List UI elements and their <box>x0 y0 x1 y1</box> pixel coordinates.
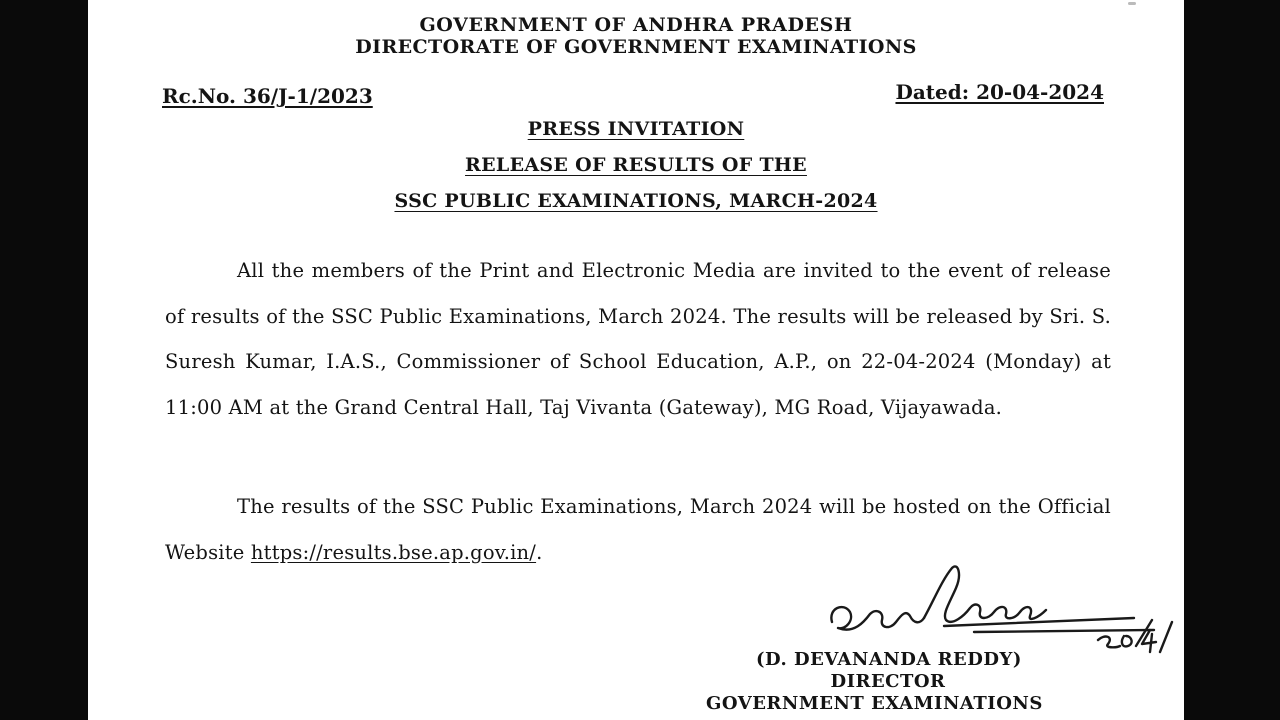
right-letterbox <box>1184 0 1280 720</box>
government-heading: GOVERNMENT OF ANDHRA PRADESH <box>419 14 853 36</box>
results-website-link[interactable]: https://results.bse.ap.gov.in/ <box>250 540 537 564</box>
signatory-name: (D. DEVANANDA REDDY) <box>756 649 1022 670</box>
website-paragraph-text: The results of the SSC Public Examinations, March 2024 will be hosted on the Official Website <box>165 495 1111 564</box>
directorate-heading: DIRECTORATE OF GOVERNMENT EXAMINATIONS <box>355 36 917 58</box>
reference-number: Rc.No. 36/J-1/2023 <box>162 84 373 108</box>
press-invitation-title: PRESS INVITATION <box>527 118 745 140</box>
left-letterbox <box>0 0 88 720</box>
scan-speck <box>1128 2 1136 5</box>
document-page <box>88 0 1184 720</box>
signatory-title: DIRECTOR <box>830 671 946 692</box>
invitation-paragraph: All the members of the Print and Electronic Media are invited to the event of release of results of the SSC Public Examinations, March 2024. The results will be released by Sri. S. Suresh Kumar, I.A.S., Commissioner of School Education, A.P., on 22-04-2024 (Monday) at 11:00 AM at the Grand Central Hall, Taj Vivanta (Gateway), MG Road, Vijayawada. <box>165 259 1111 419</box>
website-paragraph-end: . <box>536 540 543 564</box>
signatory-department: GOVERNMENT EXAMINATIONS <box>706 693 1043 714</box>
document-date: Dated: 20-04-2024 <box>895 80 1104 104</box>
exam-title: SSC PUBLIC EXAMINATIONS, MARCH-2024 <box>394 190 878 212</box>
release-title: RELEASE OF RESULTS OF THE <box>465 154 807 176</box>
